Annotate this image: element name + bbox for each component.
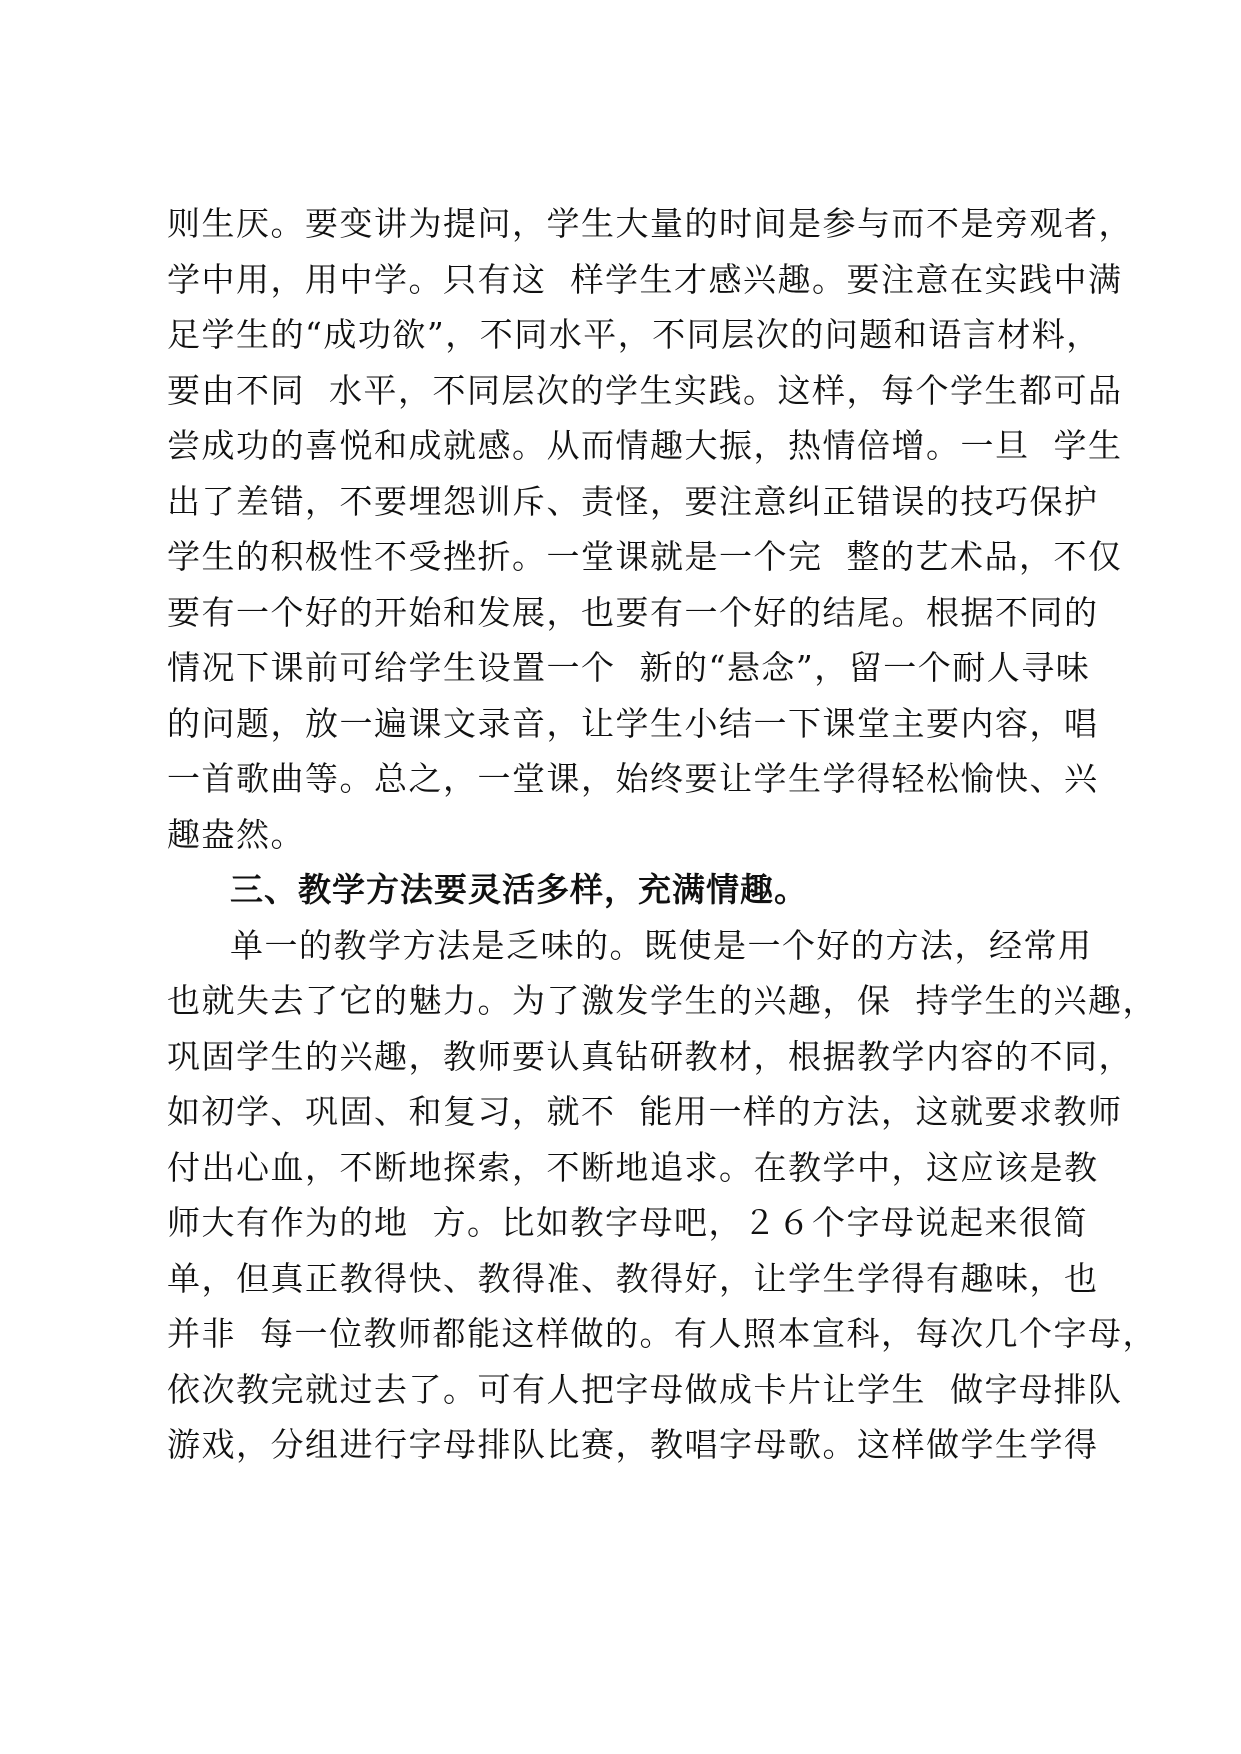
text-line: 情况下课前可给学生设置一个 新的“悬念”，留一个耐人寻味 xyxy=(167,648,1091,687)
text-line: 单一的教学方法是乏味的。既使是一个好的方法，经常用 xyxy=(230,926,1093,965)
text-line: 单，但真正教得快、教得准、教得好，让学生学得有趣味，也 xyxy=(167,1259,1099,1298)
text-line: 依次教完就过去了。可有人把字母做成卡片让学生 做字母排队 xyxy=(167,1370,1123,1409)
text-line: 游戏，分组进行字母排队比赛，教唱字母歌。这样做学生学得 xyxy=(167,1425,1099,1464)
text-line: 趣盎然。 xyxy=(167,815,305,854)
text-line: 要有一个好的开始和发展，也要有一个好的结尾。根据不同的 xyxy=(167,593,1099,632)
text-line: 出了差错，不要埋怨训斥、责怪，要注意纠正错误的技巧保护 xyxy=(167,482,1099,521)
text-line: 尝成功的喜悦和成就感。从而情趣大振，热情倍增。一旦 学生 xyxy=(167,426,1123,465)
text-line: 如初学、巩固、和复习，就不 能用一样的方法，这就要求教师 xyxy=(167,1092,1123,1131)
text-line: 足学生的“成功欲”，不同水平，不同层次的问题和语言材料， xyxy=(167,315,1101,354)
text-line: 也就失去了它的魅力。为了激发学生的兴趣，保 持学生的兴趣， xyxy=(167,981,1157,1020)
text-line: 学中用，用中学。只有这 样学生才感兴趣。要注意在实践中满 xyxy=(167,260,1123,299)
text-line: 付出心血，不断地探索，不断地追求。在教学中，这应该是教 xyxy=(167,1148,1099,1187)
text-line: 的问题，放一遍课文录音，让学生小结一下课堂主要内容，唱 xyxy=(167,704,1099,743)
section-heading: 三、教学方法要灵活多样，充满情趣。 xyxy=(230,870,808,909)
text-line: 则生厌。要变讲为提问，学生大量的时间是参与而不是旁观者， xyxy=(167,204,1133,243)
text-line: 巩固学生的兴趣，教师要认真钻研教材，根据教学内容的不同， xyxy=(167,1037,1133,1076)
text-line: 师大有作为的地 方。比如教字母吧，２６个字母说起来很简 xyxy=(167,1203,1088,1242)
text-line: 一首歌曲等。总之，一堂课，始终要让学生学得轻松愉快、兴 xyxy=(167,759,1099,798)
text-line: 并非 每一位教师都能这样做的。有人照本宣科，每次几个字母， xyxy=(167,1314,1157,1353)
text-line: 要由不同 水平，不同层次的学生实践。这样，每个学生都可品 xyxy=(167,371,1123,410)
text-line: 学生的积极性不受挫折。一堂课就是一个完 整的艺术品，不仅 xyxy=(167,537,1123,576)
